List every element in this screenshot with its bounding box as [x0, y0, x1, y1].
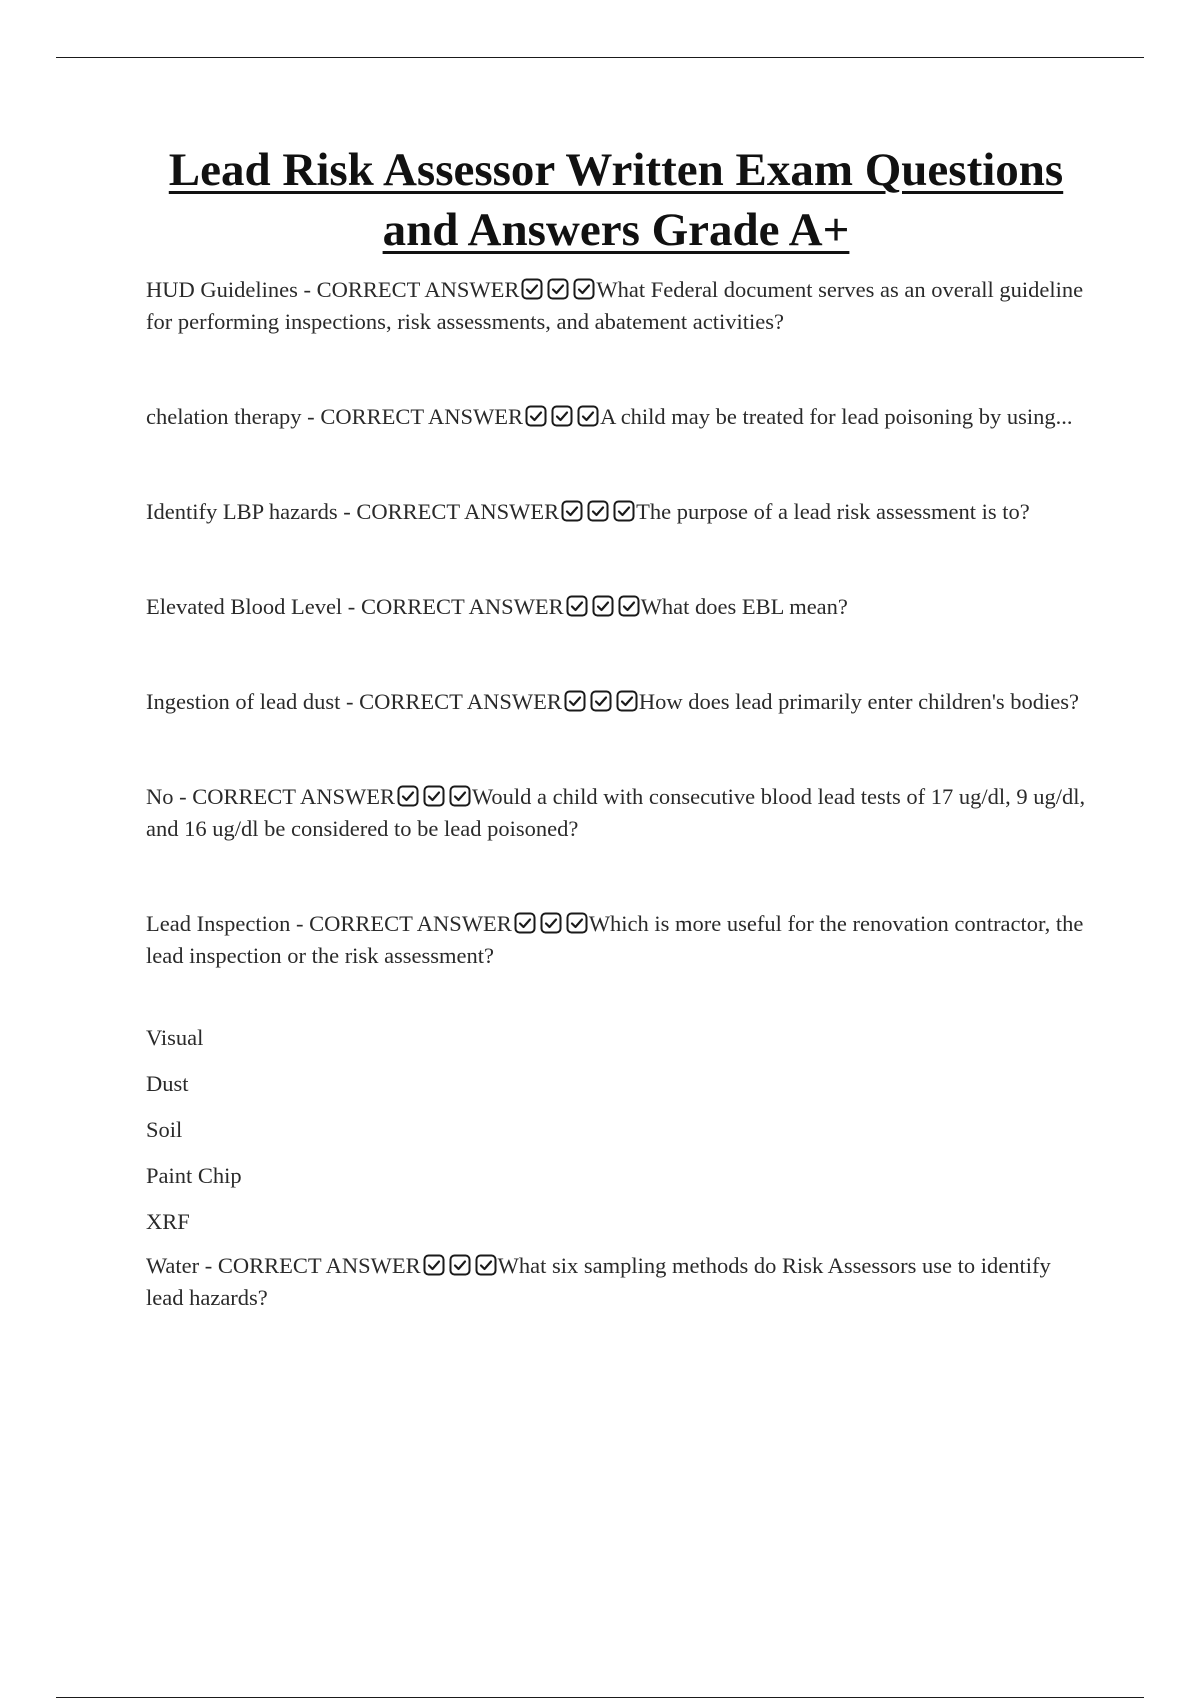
list-item: Paint Chip — [146, 1163, 242, 1188]
question-text: A child may be treated for lead poisoning by using... — [600, 404, 1073, 429]
answer-text: HUD Guidelines - — [146, 277, 317, 302]
document-title: Lead Risk Assessor Written Exam Questions and Answers Grade A+ — [168, 144, 1064, 256]
answer-text: Lead Inspection - — [146, 911, 310, 936]
check-box-icon — [423, 1254, 445, 1276]
check-box-icon — [540, 912, 562, 934]
check-box-icon — [475, 1254, 497, 1276]
check-group — [566, 595, 640, 617]
answer-text: Water - — [146, 1253, 218, 1278]
qa-item — [146, 401, 1086, 433]
answer-text: Identify LBP hazards - — [146, 499, 357, 524]
list-item: Soil — [146, 1117, 183, 1142]
question-text: What does EBL mean? — [640, 594, 848, 619]
qa-item — [146, 781, 1086, 845]
qa-item — [146, 496, 1086, 528]
check-box-icon — [613, 500, 635, 522]
qa-item — [146, 591, 1086, 623]
check-box-icon — [561, 500, 583, 522]
check-box-icon — [397, 785, 419, 807]
check-box-icon — [551, 405, 573, 427]
qa-item — [146, 908, 1086, 972]
top-rule — [56, 57, 1144, 58]
question-text: The purpose of a lead risk assessment is to? — [636, 499, 1030, 524]
correct-answer-marker: CORRECT ANSWER — [316, 277, 520, 302]
document-body — [146, 140, 1086, 1314]
check-box-icon — [449, 1254, 471, 1276]
answer-text: Ingestion of lead dust - — [146, 689, 360, 714]
check-box-icon — [566, 595, 588, 617]
check-group — [514, 912, 588, 934]
check-box-icon — [514, 912, 536, 934]
bottom-rule — [56, 1697, 1144, 1698]
check-box-icon — [566, 912, 588, 934]
correct-answer-marker: CORRECT ANSWER — [320, 404, 524, 429]
question-text: Which is more useful for the renovation contractor, the lead inspection or the risk assessment? — [146, 911, 1084, 968]
check-box-icon — [573, 278, 595, 300]
qa-item-final — [146, 1250, 1086, 1314]
check-box-icon — [521, 278, 543, 300]
question-text: What Federal document serves as an overall guideline for performing inspections, risk assessments, and abatement activities? — [146, 277, 1084, 334]
check-box-icon — [577, 405, 599, 427]
check-box-icon — [587, 500, 609, 522]
check-group — [423, 1254, 497, 1276]
check-group — [397, 785, 471, 807]
check-group — [564, 690, 638, 712]
check-box-icon — [618, 595, 640, 617]
sampling-block — [146, 1022, 1086, 1314]
check-box-icon — [592, 595, 614, 617]
list-item: XRF — [146, 1209, 190, 1234]
correct-answer-marker: CORRECT ANSWER — [360, 594, 564, 619]
check-group — [561, 500, 635, 522]
list-item: Visual — [146, 1025, 204, 1050]
question-text: What six sampling methods do Risk Assessors use to identify lead hazards? — [146, 1253, 1051, 1310]
check-box-icon — [423, 785, 445, 807]
check-group — [521, 278, 595, 300]
check-box-icon — [449, 785, 471, 807]
correct-answer-marker: CORRECT ANSWER — [192, 784, 395, 809]
check-box-icon — [564, 690, 586, 712]
answer-text: chelation therapy - — [146, 404, 321, 429]
correct-answer-marker: CORRECT ANSWER — [309, 911, 512, 936]
check-box-icon — [547, 278, 569, 300]
list-item: Dust — [146, 1071, 189, 1096]
correct-answer-marker: CORRECT ANSWER — [359, 689, 562, 714]
question-text: Would a child with consecutive blood lead tests of 17 ug/dl, 9 ug/dl, and 16 ug/dl be considered to be lead poisoned? — [146, 784, 1086, 841]
correct-answer-marker: CORRECT ANSWER — [217, 1253, 421, 1278]
check-group — [525, 405, 599, 427]
answer-text: No - — [146, 784, 193, 809]
question-text: How does lead primarily enter children's bodies? — [638, 689, 1080, 714]
answer-text: Elevated Blood Level - — [146, 594, 361, 619]
qa-item — [146, 274, 1086, 338]
qa-list — [146, 274, 1086, 972]
check-box-icon — [590, 690, 612, 712]
check-box-icon — [525, 405, 547, 427]
qa-item — [146, 686, 1086, 718]
check-box-icon — [616, 690, 638, 712]
correct-answer-marker: CORRECT ANSWER — [356, 499, 560, 524]
